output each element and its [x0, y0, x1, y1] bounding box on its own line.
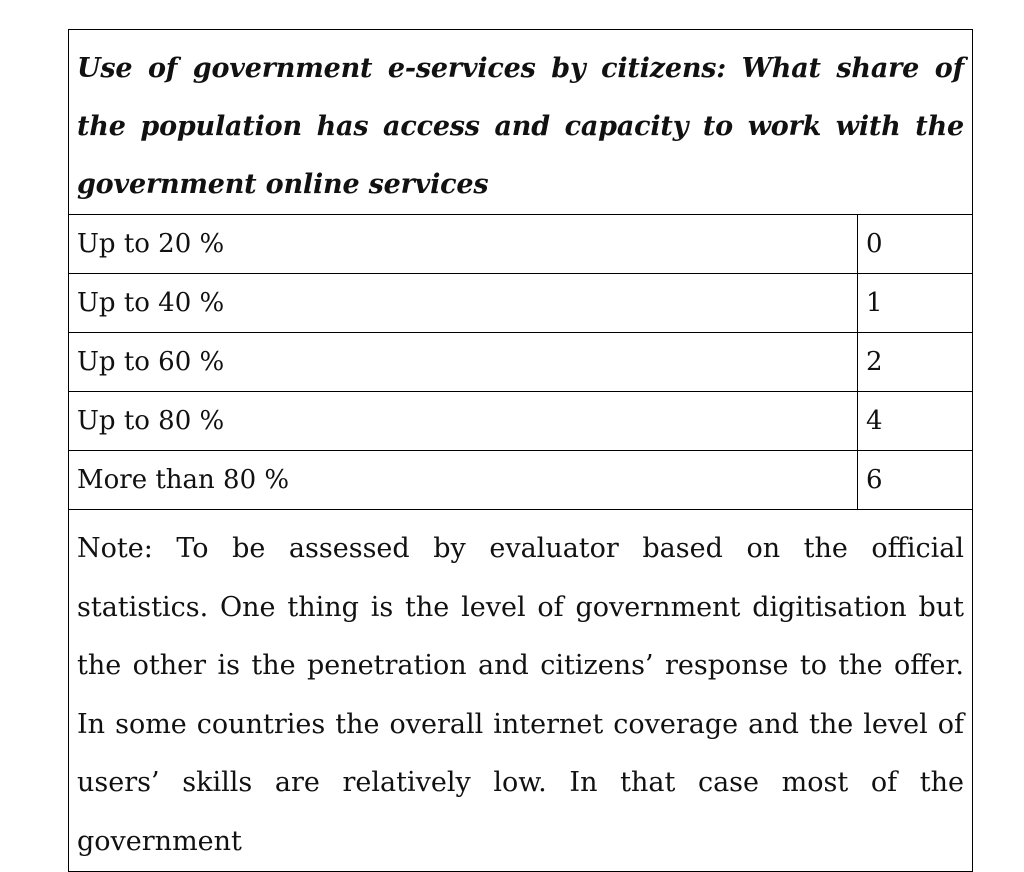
question-cell	[69, 30, 973, 215]
score-value: 0	[858, 215, 973, 274]
score-value: 6	[858, 451, 973, 510]
scoring-table	[68, 29, 973, 872]
table-row	[69, 215, 973, 274]
question-row	[69, 30, 973, 215]
share-range-label: Up to 20 %	[69, 215, 858, 274]
share-range-label: Up to 80 %	[69, 392, 858, 451]
note-text: Note: To be assessed by evaluator based on the official statistics. One thing is the level of government digitisation but the other is the penetration and citizens’ response to the offer. In some countries the overall internet coverage and the level of users’ skills are relatively low. In that case most of the government	[77, 533, 964, 857]
table-row	[69, 392, 973, 451]
table-row	[69, 274, 973, 333]
share-range-label: More than 80 %	[69, 451, 858, 510]
share-range-label: Up to 40 %	[69, 274, 858, 333]
note-cell	[69, 510, 973, 872]
score-value: 4	[858, 392, 973, 451]
table-row	[69, 333, 973, 392]
note-row	[69, 510, 973, 872]
document-page	[68, 29, 972, 872]
score-value: 1	[858, 274, 973, 333]
table-row	[69, 451, 973, 510]
share-range-label: Up to 60 %	[69, 333, 858, 392]
score-value: 2	[858, 333, 973, 392]
question-heading: Use of government e-services by citizens: What share of the population has access and capacity to work with the government online services	[77, 53, 964, 200]
